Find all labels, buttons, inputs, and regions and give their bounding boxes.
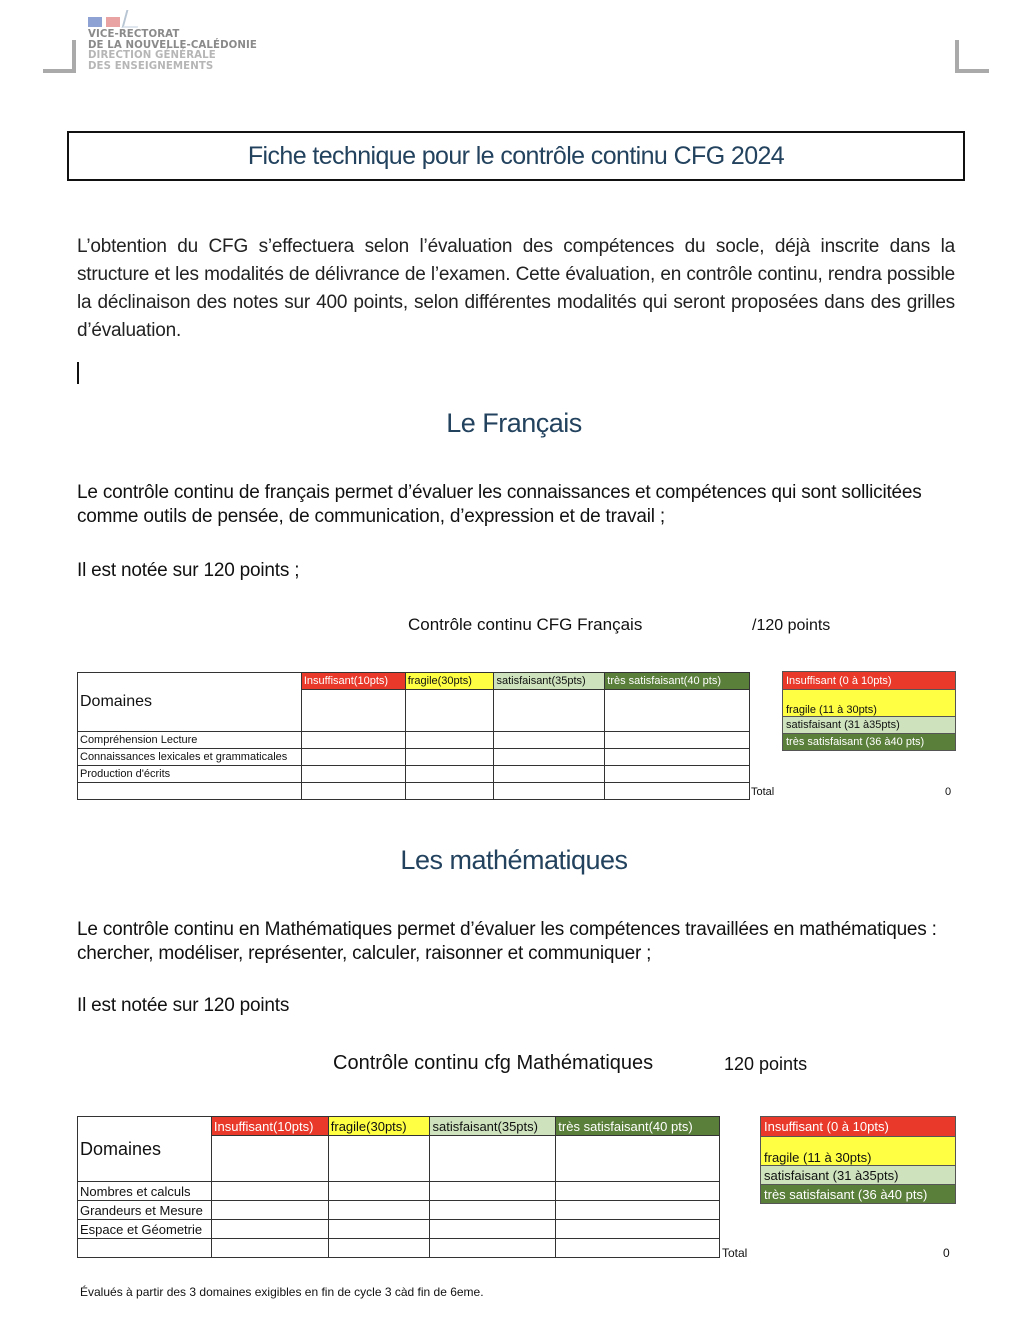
grid-cell[interactable] — [605, 766, 750, 783]
domain-label: Grandeurs et Mesure — [78, 1201, 212, 1220]
domain-label: Nombres et calculs — [78, 1182, 212, 1201]
table-row — [78, 766, 750, 783]
maths-table-title: Contrôle continu cfg Mathématiques — [333, 1052, 654, 1074]
logo-line: VICE-RECTORAT — [88, 29, 180, 40]
grid-cell[interactable] — [301, 783, 405, 800]
table-row — [78, 1182, 720, 1201]
grid-cell[interactable] — [405, 732, 494, 749]
legend-satisfaisant: satisfaisant (31 à35pts) — [761, 1166, 956, 1185]
column-header-insuffisant: Insuffisant(10pts) — [301, 673, 405, 690]
legend-fragile: fragile (11 à 30pts) — [783, 690, 956, 717]
grid-cell[interactable] — [211, 1182, 328, 1201]
domaines-header: Domaines — [78, 673, 302, 732]
domaines-header: Domaines — [78, 1117, 212, 1182]
grid-cell[interactable] — [301, 766, 405, 783]
grid-cell[interactable] — [556, 1182, 720, 1201]
grid-cell[interactable] — [556, 1201, 720, 1220]
grid-cell[interactable] — [430, 1220, 556, 1239]
legend-satisfaisant: satisfaisant (31 à35pts) — [783, 717, 956, 734]
grid-cell[interactable] — [494, 732, 605, 749]
francais-table-title: Contrôle continu CFG Français — [408, 615, 643, 634]
grid-cell[interactable] — [556, 1239, 720, 1258]
grid-cell[interactable] — [556, 1136, 720, 1182]
logo-line: DE LA NOUVELLE-CALÉDONIE — [88, 39, 257, 51]
page-corner-mark-left — [43, 69, 76, 73]
grid-cell[interactable] — [405, 766, 494, 783]
grid-cell[interactable] — [211, 1201, 328, 1220]
maths-legend — [760, 1116, 956, 1204]
maths-total-value: 0 — [943, 1246, 950, 1260]
domain-label — [78, 1239, 212, 1258]
grid-cell[interactable] — [430, 1136, 556, 1182]
grid-cell[interactable] — [605, 783, 750, 800]
column-header-satisfaisant: satisfaisant(35pts) — [494, 673, 605, 690]
intro-paragraph: L’obtention du CFG s’effectuera selon l’évaluation des compétences du socle, déjà inscrite dans la structure et les modalités de délivrance de l’examen. Cette évaluation, en contrôle continu, rendra possible la déclinaison des notes sur 400 points, selon différentes modalités qui seront proposées dans des grilles d’évaluation. — [77, 236, 955, 341]
grid-cell[interactable] — [211, 1239, 328, 1258]
maths-grid — [77, 1116, 720, 1258]
domain-label — [78, 783, 302, 800]
grid-cell[interactable] — [556, 1220, 720, 1239]
domain-label: Connaissances lexicales et grammaticales — [78, 749, 302, 766]
institution-logo-text — [88, 30, 257, 72]
flag-red-icon — [106, 17, 120, 27]
grid-cell[interactable] — [301, 732, 405, 749]
text-cursor[interactable] — [77, 362, 79, 384]
legend-tres-satisfaisant: très satisfaisant (36 à40 pts) — [783, 734, 956, 751]
grid-cell[interactable] — [430, 1239, 556, 1258]
logo-line: DES ENSEIGNEMENTS — [88, 60, 214, 72]
grid-cell[interactable] — [301, 749, 405, 766]
maths-points-note: Il est notée sur 120 points — [77, 995, 290, 1016]
grid-cell[interactable] — [405, 749, 494, 766]
logo-line: DIRECTION GÉNÉRALE — [88, 50, 216, 61]
table-row — [78, 749, 750, 766]
document-title: Fiche technique pour le contrôle continu CFG 2024 — [247, 141, 785, 170]
column-header-tres-satisfaisant: très satisfaisant(40 pts) — [605, 673, 750, 690]
column-header-fragile: fragile(30pts) — [405, 673, 494, 690]
grid-cell[interactable] — [494, 749, 605, 766]
section-heading-francais: Le Français — [446, 408, 582, 438]
grid-cell[interactable] — [211, 1220, 328, 1239]
domain-label: Production d'écrits — [78, 766, 302, 783]
grid-cell[interactable] — [211, 1136, 328, 1182]
page-corner-mark-right — [955, 69, 989, 73]
grid-cell[interactable] — [605, 749, 750, 766]
grid-cell[interactable] — [494, 766, 605, 783]
maths-table-points: 120 points — [724, 1054, 808, 1074]
grid-cell[interactable] — [328, 1182, 430, 1201]
grid-cell[interactable] — [405, 783, 494, 800]
legend-insuffisant: Insuffisant (0 à 10pts) — [783, 672, 956, 690]
column-header-insuffisant: Insuffisant(10pts) — [211, 1117, 328, 1136]
column-header-satisfaisant: satisfaisant(35pts) — [430, 1117, 556, 1136]
grid-cell[interactable] — [494, 690, 605, 732]
legend-fragile: fragile (11 à 30pts) — [761, 1137, 956, 1166]
section-heading-maths: Les mathématiques — [400, 845, 628, 875]
grid-cell[interactable] — [430, 1182, 556, 1201]
domain-label: Compréhension Lecture — [78, 732, 302, 749]
grid-cell[interactable] — [430, 1201, 556, 1220]
grid-cell[interactable] — [328, 1136, 430, 1182]
maths-description: Le contrôle continu en Mathématiques permet d’évaluer les compétences travaillées en mathématiques : chercher, modéliser, représenter, calculer, raisonner et communiquer ; — [77, 919, 937, 964]
francais-description: Le contrôle continu de français permet d’évaluer les connaissances et compétences qui sont sollicitées comme outils de pensée, de communication, d’expression et de travail ; — [77, 482, 922, 527]
grid-cell[interactable] — [405, 690, 494, 732]
francais-table-points: /120 points — [752, 617, 831, 634]
francais-grid — [77, 672, 750, 800]
flag-blue-icon — [88, 17, 102, 27]
maths-total-label: Total — [722, 1246, 748, 1260]
table-row — [78, 1239, 720, 1258]
table-row — [78, 732, 750, 749]
legend-tres-satisfaisant: très satisfaisant (36 à40 pts) — [761, 1185, 956, 1204]
grid-cell[interactable] — [605, 690, 750, 732]
column-header-fragile: fragile(30pts) — [328, 1117, 430, 1136]
column-header-tres-satisfaisant: très satisfaisant(40 pts) — [556, 1117, 720, 1136]
grid-cell[interactable] — [328, 1201, 430, 1220]
logo-flags-icon — [88, 14, 148, 28]
document-title-box — [67, 131, 965, 181]
domain-label: Espace et Géometrie — [78, 1220, 212, 1239]
table-row — [78, 1201, 720, 1220]
legend-insuffisant: Insuffisant (0 à 10pts) — [761, 1117, 956, 1137]
emblem-icon — [122, 10, 143, 28]
francais-total-label: Total — [751, 786, 775, 798]
francais-points-note: Il est notée sur 120 points ; — [77, 560, 300, 581]
francais-legend — [782, 671, 956, 751]
table-row — [78, 1220, 720, 1239]
grid-cell[interactable] — [328, 1220, 430, 1239]
table-row — [78, 783, 750, 800]
maths-footnote: Évalués à partir des 3 domaines exigibles en fin de cycle 3 càd fin de 6eme. — [80, 1285, 484, 1299]
grid-cell[interactable] — [605, 732, 750, 749]
grid-cell[interactable] — [301, 690, 405, 732]
grid-cell[interactable] — [328, 1239, 430, 1258]
francais-total-value: 0 — [945, 786, 952, 798]
grid-cell[interactable] — [494, 783, 605, 800]
